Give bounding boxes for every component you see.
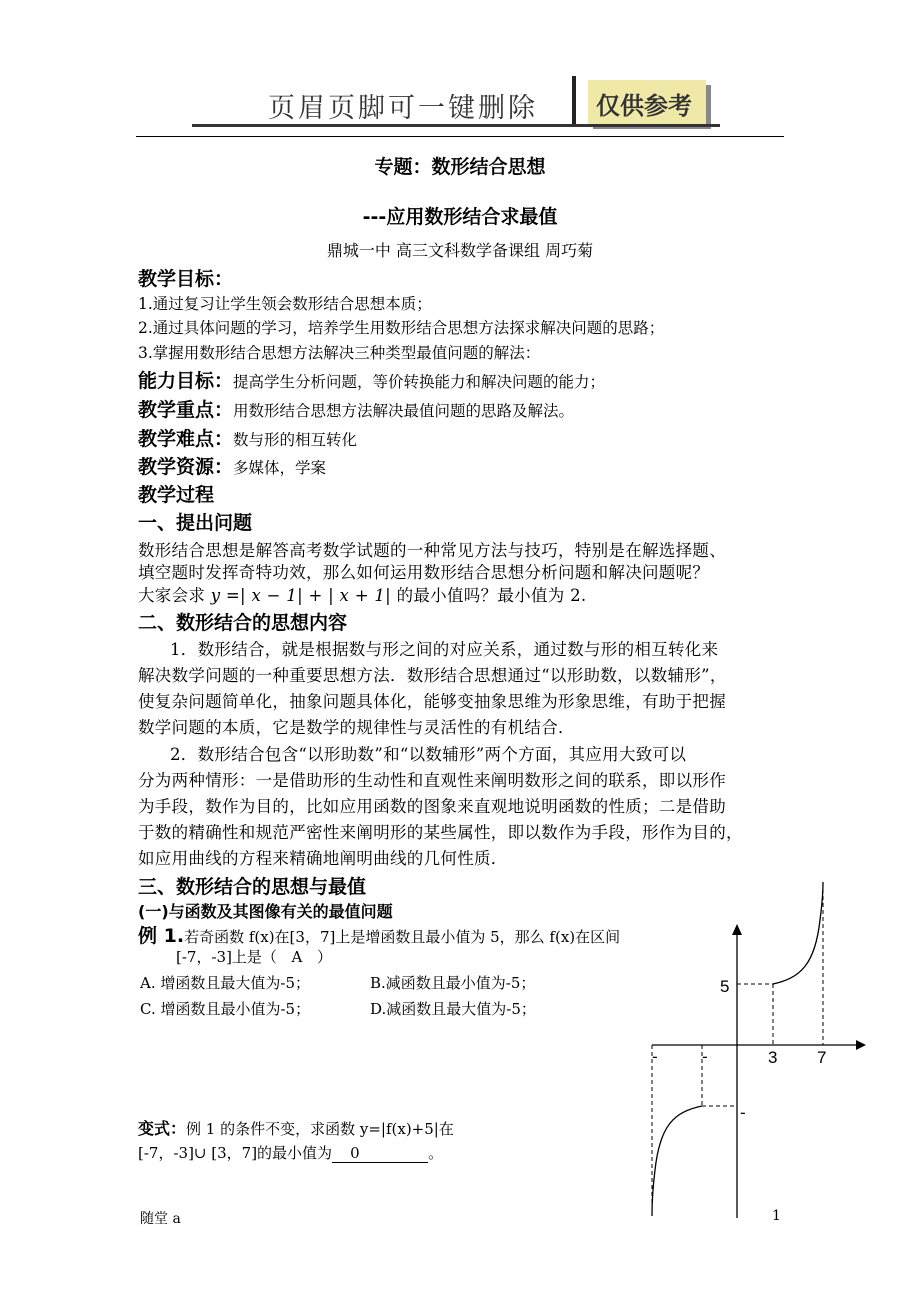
x-tick-neg3: - xyxy=(702,1047,708,1066)
example-line-2 xyxy=(176,946,332,967)
option-a: A. 增函数且最大值为-5； xyxy=(140,974,310,992)
author-line: 鼎城一中 高三文科数学备课组 周巧菊 xyxy=(326,241,594,260)
page-number: 1 xyxy=(772,1208,781,1224)
option-d: D.减函数且最大值为-5； xyxy=(370,1000,536,1018)
keypoint-text: 用数形结合思想方法解决最值问题的思路及解法。 xyxy=(233,402,575,420)
variant-line-1 xyxy=(138,1116,454,1139)
keypoint-label: 教学重点： xyxy=(138,399,234,421)
y-tick-5: 5 xyxy=(720,977,730,996)
y-axis-arrow xyxy=(732,924,742,935)
difficulty-label: 教学难点： xyxy=(138,428,234,450)
variant-end: 。 xyxy=(428,1144,444,1162)
curve-negative xyxy=(652,1106,702,1216)
curve-positive xyxy=(773,882,823,984)
variant-text: 例 1 的条件不变，求函数 y=|f(x)+5|在 xyxy=(186,1120,454,1138)
variant-text-2: [-7，-3]∪ [3，7]的最小值为 xyxy=(138,1144,333,1162)
example-line-1 xyxy=(138,921,620,948)
x-axis-arrow xyxy=(856,1040,866,1050)
header-banner-text: 页眉页脚可一键删除 xyxy=(268,93,538,124)
resources-label: 教学资源： xyxy=(138,456,234,478)
variant-label: 变式： xyxy=(138,1119,187,1138)
odd-function-graph xyxy=(640,880,870,1220)
section1-line: 数形结合思想是解答高考数学试题的一种常见方法与技巧，特别是在解选择题、 xyxy=(138,541,726,560)
question-prefix: 大家会求 xyxy=(138,586,211,605)
banner-badge-text: 仅供参考 xyxy=(596,92,692,120)
section1-line: 填空题时发挥奇特功效，那么如何运用数形结合思想分析问题和解决问题呢？ xyxy=(138,563,710,582)
example-answer: A xyxy=(291,948,303,966)
section2-p1-line: 数学问题的本质，它是数学的规律性与灵活性的有机结合． xyxy=(138,718,575,737)
section3-heading: 三、数形结合的思想与最值 xyxy=(138,876,367,898)
section1-heading: 一、提出问题 xyxy=(138,512,253,534)
question-suffix: 的最小值吗？最小值为 2. xyxy=(391,586,587,605)
example-label: 例 1. xyxy=(138,925,185,947)
header-rule xyxy=(136,136,784,137)
section2-p2-line: 如应用曲线的方程来精确地阐明曲线的几何性质． xyxy=(138,849,508,868)
page-title: 专题：数形结合思想 xyxy=(374,156,546,178)
question-formula: y =| x − 1| + | x + 1| xyxy=(210,586,392,605)
section2-p2-line: 分为两种情形：一是借助形的生动性和直观性来阐明数形之间的联系，即以形作 xyxy=(138,771,726,790)
section2-p1-line: 使复杂问题简单化，抽象问题具体化，能够变抽象思维为形象思维，有助于把握 xyxy=(138,692,726,711)
goals-heading: 教学目标： xyxy=(138,268,234,290)
section2-heading: 二、数形结合的思想内容 xyxy=(138,612,348,634)
section2-p1-line: 1．数形结合，就是根据数与形之间的对应关系，通过数与形的相互转化来 xyxy=(170,640,719,659)
y-tick-neg5: - xyxy=(740,1103,746,1122)
keypoint-row xyxy=(138,395,574,422)
example-text: 若奇函数 f(x)在[3，7]上是增函数且最小值为 5，那么 f(x)在区间 xyxy=(184,928,621,946)
example-close: ） xyxy=(316,948,332,966)
variant-line-2 xyxy=(138,1142,443,1163)
x-tick-neg7: - xyxy=(652,1047,658,1066)
goal-item: 3.掌握用数形结合思想方法解决三种类型最值问题的解法： xyxy=(138,344,541,362)
option-c: C. 增函数且最小值为-5； xyxy=(140,1000,311,1018)
process-heading: 教学过程 xyxy=(138,484,215,506)
ability-text: 提高学生分析问题，等价转换能力和解决问题的能力； xyxy=(233,373,606,391)
section2-p2-line: 为手段，数作为目的，比如应用函数的图象来直观地说明函数的性质；二是借助 xyxy=(138,797,726,816)
x-tick-7: 7 xyxy=(817,1048,827,1067)
ability-row xyxy=(138,366,605,393)
resources-row xyxy=(138,452,326,479)
section1-question xyxy=(138,582,586,606)
difficulty-row xyxy=(138,424,357,451)
footer-left: 随堂 a xyxy=(140,1211,181,1227)
x-tick-3: 3 xyxy=(768,1048,778,1067)
difficulty-text: 数与形的相互转化 xyxy=(233,431,358,449)
goal-item: 1.通过复习让学生领会数形结合思想本质； xyxy=(138,295,432,313)
resources-text: 多媒体，学案 xyxy=(233,459,327,477)
section3-subheading: (一)与函数及其图像有关的最值问题 xyxy=(138,902,393,921)
banner-underline xyxy=(192,124,720,127)
ability-label: 能力目标： xyxy=(138,370,234,392)
section2-p2-line: 2．数形结合包含“以形助数”和“以数辅形”两个方面，其应用大致可以 xyxy=(170,745,687,764)
goal-item: 2.通过具体问题的学习，培养学生用数形结合思想方法探求解决问题的思路； xyxy=(138,319,665,337)
section2-p2-line: 于数的精确性和规范严密性来阐明形的某些属性，即以数作为手段，形作为目的， xyxy=(138,823,743,842)
section2-p1-line: 解决数学问题的一种重要思想方法．数形结合思想通过“以形助数，以数辅形”， xyxy=(138,666,727,685)
banner-divider xyxy=(572,76,576,126)
example-bracket-text: [-7，-3]上是（ xyxy=(176,948,277,966)
option-b: B.减函数且最小值为-5； xyxy=(370,974,536,992)
variant-answer-blank: 0 xyxy=(332,1145,428,1163)
page-subtitle: ---应用数形结合求最值 xyxy=(362,206,558,228)
